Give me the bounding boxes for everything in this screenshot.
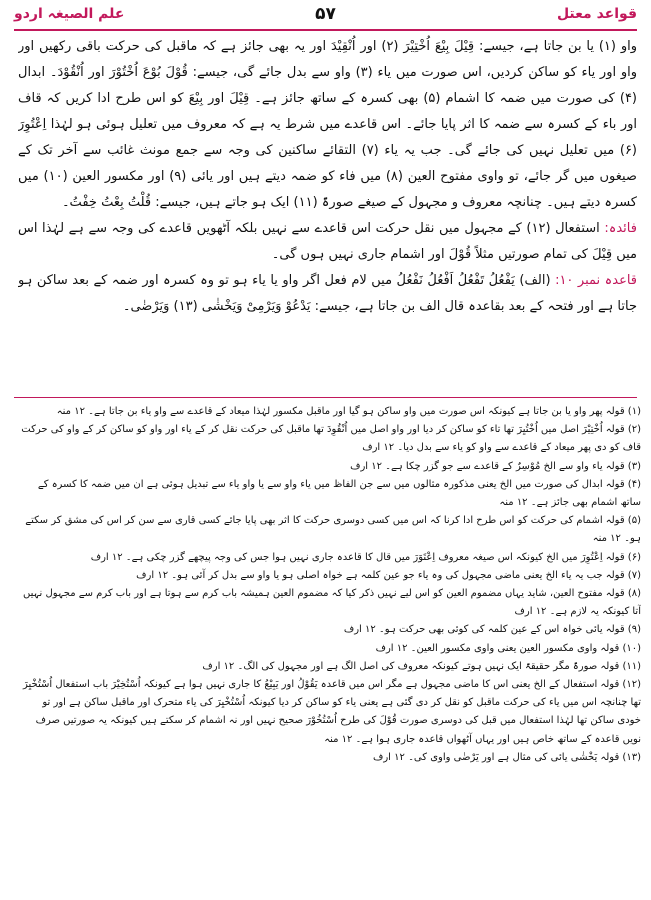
footnote: (۳) قولہ یاء واو سے الخ مُوْسِرٌ کے قاعدے سے جو گزر چکا ہے۔ ۱۲ ارف [350,460,641,472]
main-text [18,34,637,384]
fayda-paragraph [18,216,637,268]
rule-10-label: قاعدہ نمبر ۱۰: [555,273,637,288]
fayda-label: فائدہ: [604,221,637,236]
book-title: علم الصیغہ اردو [14,6,125,22]
footnote: (۶) قولہ اِعْتُوِرَ میں الخ کیونکہ اس صیغہ معروف اِعْتَوَرَ میں قال کا قاعدہ جاری نہیں ہوا جس کی وجہ پیچھے گزر چکی ہے۔ ۱۲ ارف [90,551,641,563]
rule-10-text: (الف) یَفْعُلُ تَفْعُلُ اَفْعُلُ نَفْعُلُ میں لام فعل اگر واو یا یاء ہو تو وہ کسرہ اور ضمہ کے بعد ساکن ہو جاتا ہے اور فتحہ کے بعد بقاعدہ قال الف بن جاتا ہے، جیسے: یَدْعُوْ وَیَرْمِیْ وَیَخْشٰی (۱۳) وَیَرْضٰی۔ [18,273,637,314]
main-paragraph: واو (۱) یا بن جاتا ہے، جیسے: قِیْلَ بِیْعَ اُخْتِیْرَ (۲) اور اُنْقِیْدَ اور یہ بھی جائز ہے کہ ماقبل کی حرکت باقی رکھیں اور واو اور یاء کو ساکن کردیں، اس صورت میں یاء (۳) واو سے بدل جائے گی، جیسے: قُوْلَ بُوْعَ اُخْتُوْرَ اور اُنْقُوْدَ۔ ابدال (۴) کی صورت میں ضمہ کا اشمام (۵) بھی کسرہ کے ساتھ جائز ہے۔ قِیْلَ اور بِیْعَ کو اس طرح ادا کریں کہ قاف اور باء کے کسرہ سے ضمہ کا اثر پایا جائے۔ اس قاعدے میں شرط یہ ہے کہ معروف میں تعلیل ہوئی ہو لہٰذا اِعْتُوِرَ (۶) میں تعلیل نہیں کی جائے گی۔ جب یہ یاء (۷) التقائے ساکنین کی وجہ سے جمع مونث غائب سے آخر تک کے صیغوں میں گر جائے، تو واوی مفتوح العین (۸) میں فاء کو ضمہ دیتے ہیں اور یائی (۹) اور مکسور العین (۱۰) میں کسرہ دیتے ہیں۔ چنانچہ معروف و مجہول کے صیغے صورۃً (۱۱) ایک ہو جاتے ہیں، جیسے: قُلْتُ بِعْتُ خِفْتُ۔ [18,39,637,210]
footnote: (۴) قولہ ابدال کی صورت میں الخ یعنی مذکورہ مثالوں میں سے جن الفاظ میں یاء واو سے یا واو یاء سے تبدیل ہوئی ہے ان میں ضمہ کا کسرہ کے ساتھ اشمام بھی جائز ہے۔ ۱۲ منہ [37,478,641,509]
footnote: (۷) قولہ جب یہ یاء الخ یعنی ماضی مجہول کی وہ یاء جو عین کلمہ ہے خواہ اصلی ہو یا واو سے بدل کر آئی ہو۔ ۱۲ ارف [136,569,641,581]
page-number: ۵۷ [315,4,336,24]
header-rule [14,29,637,31]
footnote: (۹) قولہ یائی خواہ اس کے عین کلمہ کی کوئی بھی حرکت ہو۔ ۱۲ ارف [343,624,641,636]
footnote: (۱۳) قولہ یَخْشٰی یائی کی مثال ہے اور یَرْضٰی واوی کی۔ ۱۲ ارف [372,751,641,763]
footnote: (۱۱) قولہ صورۃً مگر حقیقۃً ایک نہیں ہوتے کیونکہ معروف کی اصل الگ ہے اور مجہول کی الگ۔ ۱۲ ارف [202,660,641,672]
footnote: (۱۲) قولہ استفعال کے الخ یعنی اس کا ماضی مجہول ہے مگر اس میں قاعدہ یَقُوْلُ اور یَبِیْعُ کا جاری نہیں ہوا ہے کیونکہ اُسْتُخِیْرَ باب استفعال اُسْتُخْیِرَ تھا چنانچہ اس میں یاء کی حرکت ماقبل کو نقل کر دی گئی ہے یعنی یاء کو ساکن کر دیا کیونکہ اُسْتُخْیِرَ کی یاء متحرک اور ماقبل ساکن ہے اور تو خودی ساکن تھا لہٰذا استفعال میں قبل کی دوسری صورت قُوْلَ کی طرح اُسْتُخُوْرَ صحیح نہیں اور نہ اشمام کر سکتے ہیں کیونکہ یہ صورتیں صرف نویں قاعدہ کے ساتھ خاص ہیں اور یہاں آٹھواں قاعدہ جاری ہوا ہے۔ ۱۲ منہ [23,679,641,745]
footnotes [18,403,641,894]
rule-10-paragraph [18,268,637,320]
footnote: (۱) قولہ پھر واو یا بن جاتا ہے کیونکہ اس صورت میں واو ساکن ہو گیا اور ماقبل مکسور لہٰذا میعاد کے قاعدے سے واو یاء بن جاتا ہے۔ ۱۲ منہ [56,406,641,417]
footnote: (۵) قولہ اشمام کی حرکت کو اس طرح ادا کرنا کہ اس میں کسی دوسری حرکت کا اثر بھی پایا جائے کسی قاری سے سن کر اس کی مشق کر سکتے ہو۔ ۱۲ منہ [25,515,641,545]
footnote: (۸) قولہ مفتوح العین، شاید یہاں مضموم العین کو اس لیے نہیں ذکر کیا کہ مضموم العین ہمیشہ باب کرم سے ہوتا ہے اور باب کرم سے مجہول نہیں آتا کیونکہ یہ لازم ہے۔ ۱۲ ارف [23,588,641,618]
chapter-title: قواعد معتل [556,6,637,22]
footnote: (۲) قولہ اُخْتِیْرَ اصل میں اُخْتُیِرَ تھا تاء کو ساکن کر دیا اور واو اصل میں اُنْقُوِدَ تھا ماقبل کی حرکت نقل کر کے یاء اور واو کو ساکن کر کے واو کی حرکت قاف کو دی پھر میعاد کے قاعدے سے واو کو یاء سے بدل دیا۔ ۱۲ ارف [21,424,641,454]
page-header [14,4,637,28]
fayda-text: استفعال (۱۲) کے مجہول میں نقل حرکت اس قاعدے سے نہیں بلکہ آٹھویں قاعدے کی وجہ سے ہے لہٰذا اس میں قِیْلَ کی تمام صورتیں مثلاً قُوْلَ اور اشمام جاری نہیں ہوں گی۔ [18,221,637,262]
footnote-divider [14,397,637,398]
footnote: (۱۰) قولہ واوی مکسور العین یعنی واوی مکسور العین۔ ۱۲ ارف [375,642,641,654]
